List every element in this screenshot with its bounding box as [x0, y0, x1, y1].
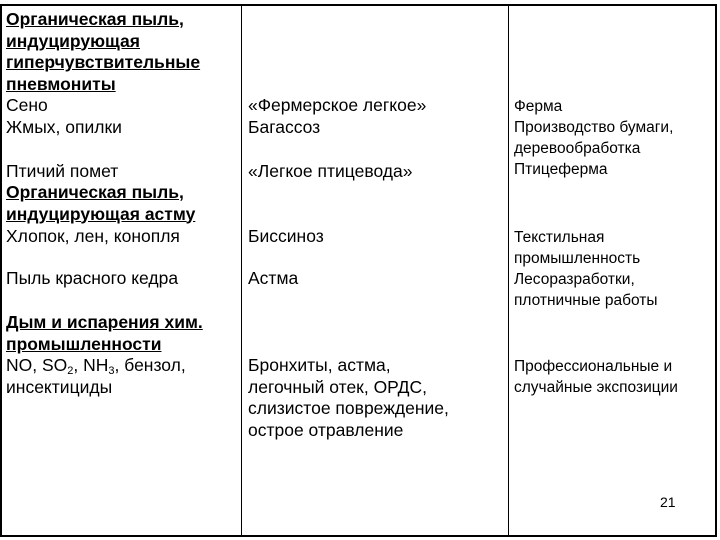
source-chemicals: NO, $SO_2$, $NH_3$, бензол, инсектициды: [6, 355, 186, 397]
source-bird-droppings: Птичий помет: [6, 161, 119, 181]
occupation-group-3: Профессиональные и случайные экспозиции: [514, 358, 678, 396]
disease-bird-fanciers-lung: «Легкое птицевода»: [248, 161, 413, 181]
occupation-group-2: Текстильная промышленность Лесоразработки, плотничные работы: [514, 229, 658, 309]
heading-chemical-fumes: Дым и испарения хим. промышленности: [6, 312, 203, 354]
page-number: 21: [660, 494, 676, 510]
sources-group-1: [6, 95, 122, 138]
occupation-group-1: Ферма Производство бумаги, деревообработка Птицеферма: [514, 98, 674, 178]
source-cotton-flax-hemp: Хлопок, лен, конопля: [6, 226, 180, 246]
heading-asthma-dust: Органическая пыль, индуцирующая астму: [6, 182, 196, 224]
disease-group-chemical: Бронхиты, астма, легочный отек, ОРДС, слизистое повреждение, острое отравление: [248, 355, 449, 440]
disease-asthma: Астма: [248, 268, 299, 288]
disease-byssinosis: Биссиноз: [248, 226, 324, 246]
column-divider-1: [241, 6, 242, 535]
column-divider-2: [508, 6, 509, 535]
source-hay: Сено: [6, 95, 48, 115]
disease-group-1: [248, 95, 426, 138]
source-red-cedar-dust: Пыль красного кедра: [6, 268, 179, 288]
source-cake-sawdust: Жмых, опилки: [6, 116, 122, 137]
disease-farmers-lung: «Фермерское легкое»: [248, 95, 427, 115]
disease-bagassosis: Багассоз: [248, 116, 321, 137]
heading-hypersensitivity-dust: Органическая пыль, индуцирующая гиперчувствительные пневмониты: [6, 9, 201, 94]
